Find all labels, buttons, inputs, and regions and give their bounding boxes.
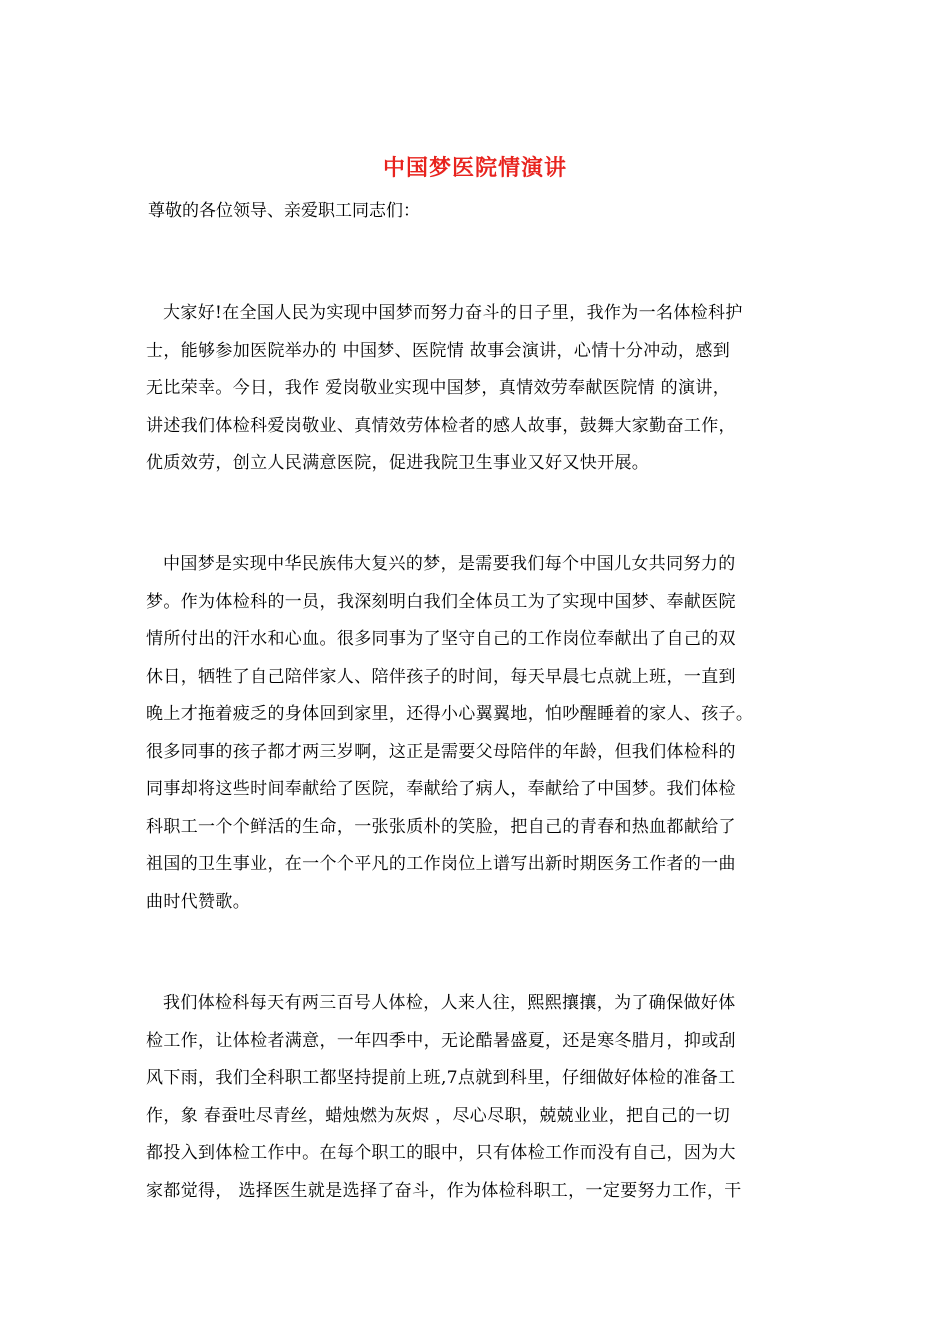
paragraph-line: 风下雨，我们全科职工都坚持提前上班,7点就到科里，仔细做好体检的准备工 [146,1068,736,1088]
paragraph-line: 梦。作为体检科的一员，我深刻明白我们全体员工为了实现中国梦、奉献医院 [146,591,736,612]
paragraph-line: 都投入到体检工作中。在每个职工的眼中，只有体检工作而没有自己，因为大 [146,1143,736,1163]
paragraph-line: 科职工一个个鲜活的生命，一张张质朴的笑脸，把自己的青春和热血都献给了 [146,816,736,837]
paragraph-line: 中国梦是实现中华民族伟大复兴的梦，是需要我们每个中国儿女共同努力的 [163,554,736,574]
salutation: 尊敬的各位领导、亲爱职工同志们： [148,201,420,221]
paragraph-line: 曲时代赞歌。 [146,891,251,912]
paragraph-line: 晚上才拖着疲乏的身体回到家里，还得小心翼翼地，怕吵醒睡着的家人、孩子。 [146,704,754,724]
paragraph-line: 很多同事的孩子都才两三岁啊，这正是需要父母陪伴的年龄，但我们体检科的 [146,741,736,762]
paragraph-3 [146,985,806,1210]
paragraph-line: 讲述我们体检科爱岗敬业、真情效劳体检者的感人故事，鼓舞大家勤奋工作， [146,415,736,436]
paragraph-line: 同事却将这些时间奉献给了医院，奉献给了病人，奉献给了中国梦。我们体检 [146,779,736,799]
paragraph-line: 祖国的卫生事业，在一个个平凡的工作岗位上谱写出新时期医务工作者的一曲 [146,854,736,874]
paragraph-2 [146,546,806,921]
paragraph-line: 士，能够参加医院举办的 中国梦、医院情 故事会演讲，心情十分冲动，感到 [146,340,731,361]
paragraph-line: 休日，牺牲了自己陪伴家人、陪伴孩子的时间，每天早晨七点就上班，一直到 [146,666,736,687]
paragraph-line: 家都觉得， 选择医生就是选择了奋斗，作为体检科职工，一定要努力工作，干 [146,1180,742,1201]
paragraph-line: 作，象 春蚕吐尽青丝，蜡烛燃为灰烬 ，尽心尽职，兢兢业业，把自己的一切 [146,1105,731,1126]
paragraph-1 [146,295,806,483]
document-title: 中国梦医院情演讲 [382,155,567,181]
paragraph-line: 情所付出的汗水和心血。很多同事为了坚守自己的工作岗位奉献出了自己的双 [146,629,736,649]
paragraph-line: 无比荣幸。今日，我作 爱岗敬业实现中国梦，真情效劳奉献医院情 的演讲， [146,378,731,398]
paragraph-line: 检工作，让体检者满意，一年四季中，无论酷暑盛夏，还是寒冬腊月，抑或刮 [146,1030,736,1051]
paragraph-line: 我们体检科每天有两三百号人体检，人来人往，熙熙攘攘，为了确保做好体 [163,993,736,1013]
paragraph-line: 大家好!在全国人民为实现中国梦而努力奋斗的日子里，我作为一名体检科护 [163,303,743,323]
paragraph-line: 优质效劳，创立人民满意医院，促进我院卫生事业又好又快开展。 [146,453,650,473]
